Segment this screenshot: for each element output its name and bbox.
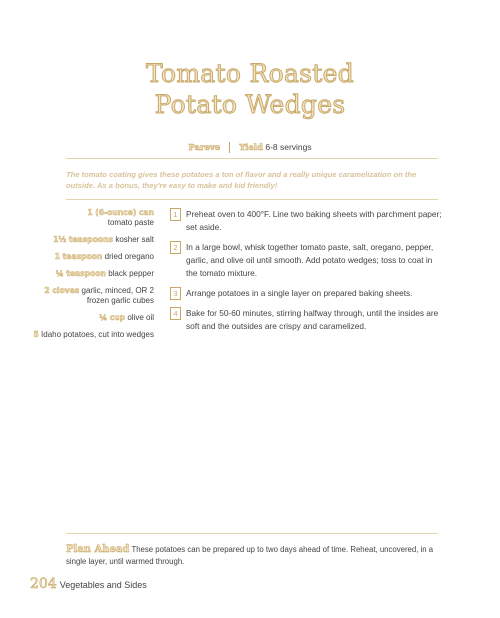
step-number: 3 (170, 287, 181, 300)
ingredient-name: olive oil (127, 313, 154, 322)
instruction-step (170, 241, 442, 280)
instruction-list (170, 208, 442, 340)
ingredient-name: garlic, minced, OR 2 frozen garlic cubes (81, 286, 154, 305)
ingredient-item (30, 286, 154, 306)
divider-intro (66, 199, 438, 200)
page-number: 204 (30, 576, 57, 592)
ingredient-amount: 1 teaspoon (54, 252, 103, 261)
category-label: Pareve (188, 143, 221, 153)
recipe-title-line2: Potato Wedges (154, 90, 346, 119)
ingredient-amount: 2 cloves (44, 286, 80, 295)
plan-ahead-text: These potatoes can be prepared up to two days ahead of time. Reheat, uncovered, in a single layer, until warmed through. (66, 545, 434, 566)
step-text: Arrange potatoes in a single layer on prepared baking sheets. (186, 288, 413, 298)
recipe-intro: The tomato coating gives these potatoes a ton of flavor and a really unique caramelization on the outside. As a bonus, they're easy to make and kid friendly! (66, 170, 417, 190)
plan-ahead-label: Plan Ahead (66, 544, 130, 555)
ingredient-amount: ¼ teaspoon (55, 269, 106, 278)
ingredient-amount: 1 (6-ounce) can (87, 208, 154, 217)
ingredient-item (30, 269, 154, 279)
step-text: In a large bowl, whisk together tomato paste, salt, oregano, pepper, garlic, and olive oil until smooth. Add potato wedges; toss to coat in the tomato mixture. (186, 242, 434, 278)
ingredient-name: kosher salt (115, 235, 154, 244)
ingredient-amount: 1½ teaspoons (53, 235, 114, 244)
page-footer (30, 576, 147, 592)
ingredient-item (30, 235, 154, 245)
ingredient-item (30, 313, 154, 323)
divider-top (66, 158, 438, 159)
recipe-title (0, 58, 500, 120)
ingredient-item (30, 208, 154, 228)
meta-divider (229, 142, 230, 153)
ingredient-list (30, 208, 154, 347)
ingredient-amount: ¼ cup (99, 313, 126, 322)
recipe-meta (0, 142, 500, 153)
ingredient-name: Idaho potatoes, cut into wedges (41, 330, 154, 339)
recipe-title-line1: Tomato Roasted (145, 59, 355, 88)
step-number: 2 (170, 241, 181, 254)
step-number: 1 (170, 208, 181, 221)
instruction-step (170, 287, 442, 300)
divider-plan (66, 533, 438, 534)
ingredient-name: tomato paste (107, 218, 154, 227)
plan-ahead-note (66, 544, 438, 568)
yield-value: 6-8 servings (265, 142, 312, 152)
ingredient-item (30, 252, 154, 262)
step-text: Preheat oven to 400°F. Line two baking sheets with parchment paper; set aside. (186, 209, 442, 232)
instruction-step (170, 307, 442, 333)
yield-label: Yield (239, 143, 263, 153)
instruction-step (170, 208, 442, 234)
ingredient-amount: 5 (33, 330, 39, 339)
step-number: 4 (170, 307, 181, 320)
step-text: Bake for 50-60 minutes, stirring halfway through, until the insides are soft and the outsides are crispy and caramelized. (186, 308, 439, 331)
section-name: Vegetables and Sides (59, 580, 147, 590)
ingredient-item (30, 330, 154, 340)
ingredient-name: dried oregano (104, 252, 154, 261)
ingredient-name: black pepper (108, 269, 154, 278)
